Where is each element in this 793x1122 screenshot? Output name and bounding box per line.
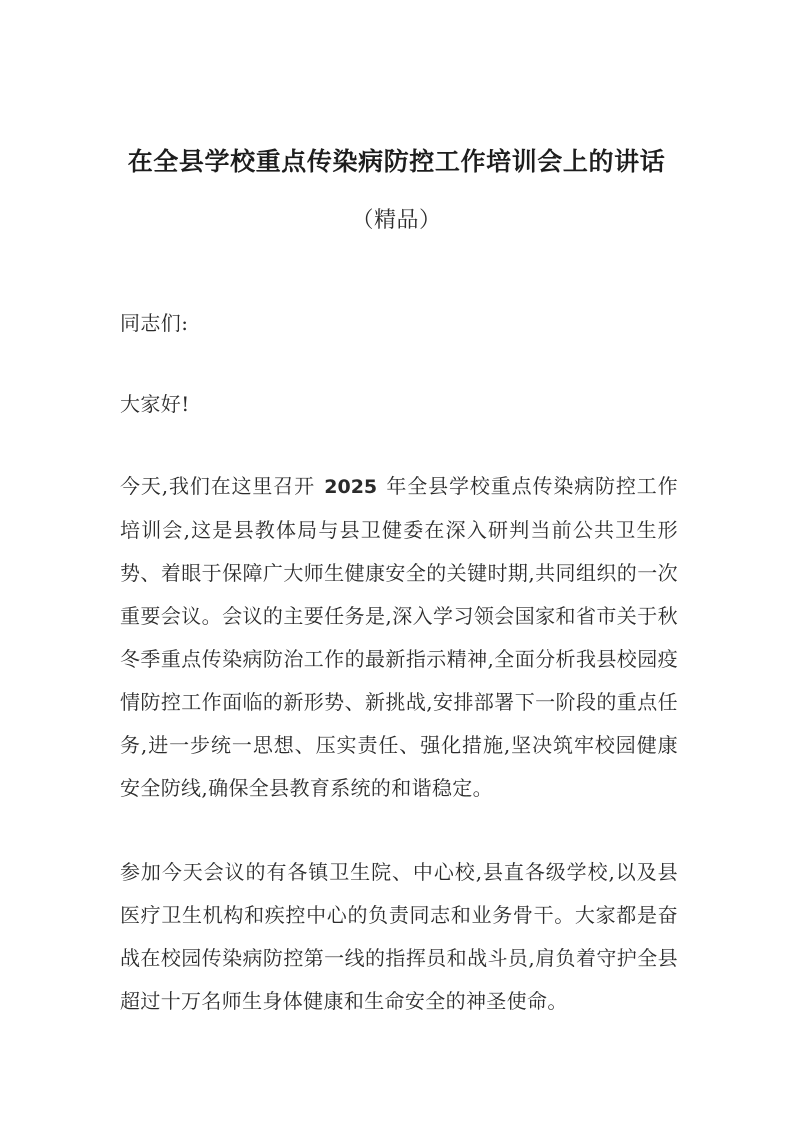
document-body [120,302,678,1023]
meeting-year-value: 2025 [324,476,378,498]
paragraph-1-trailing-text: 年全县学校重点传染病防控工作培训会,这是县教体局与县卫健委在深入研判当前公共卫生形势、着眼于保障广大师生健康安全的关键时期,共同组织的一次重要会议。会议的主要任务是,深入学习领会国家和省市关于秋冬季重点传染病防治工作的最新指示精神,全面分析我县校园疫情防控工作面临的新形势、新挑战,安排部署下一阶段的重点任务,进一步统一思想、压实责任、强化措施,坚决筑牢校园健康安全防线,确保全县教育系统的和谐稳定。 [120,474,678,800]
body-paragraph-1 [120,465,678,810]
paragraph-1-lead-text: 今天,我们在这里召开 [120,474,323,498]
body-paragraph-2: 参加今天会议的有各镇卫生院、中心校,县直各级学校,以及县医疗卫生机构和疾控中心的负责同志和业务骨干。大家都是奋战在校园传染病防控第一线的指挥员和战斗员,肩负着守护全县超过十万名师生身体健康和生命安全的神圣使命。 [120,860,678,1013]
greeting-line: 大家好! [120,392,190,416]
page-subtitle: （精品） [351,208,442,233]
salutation-line: 同志们: [120,311,189,335]
page-title: 在全县学校重点传染病防控工作培训会上的讲话 [127,146,666,176]
